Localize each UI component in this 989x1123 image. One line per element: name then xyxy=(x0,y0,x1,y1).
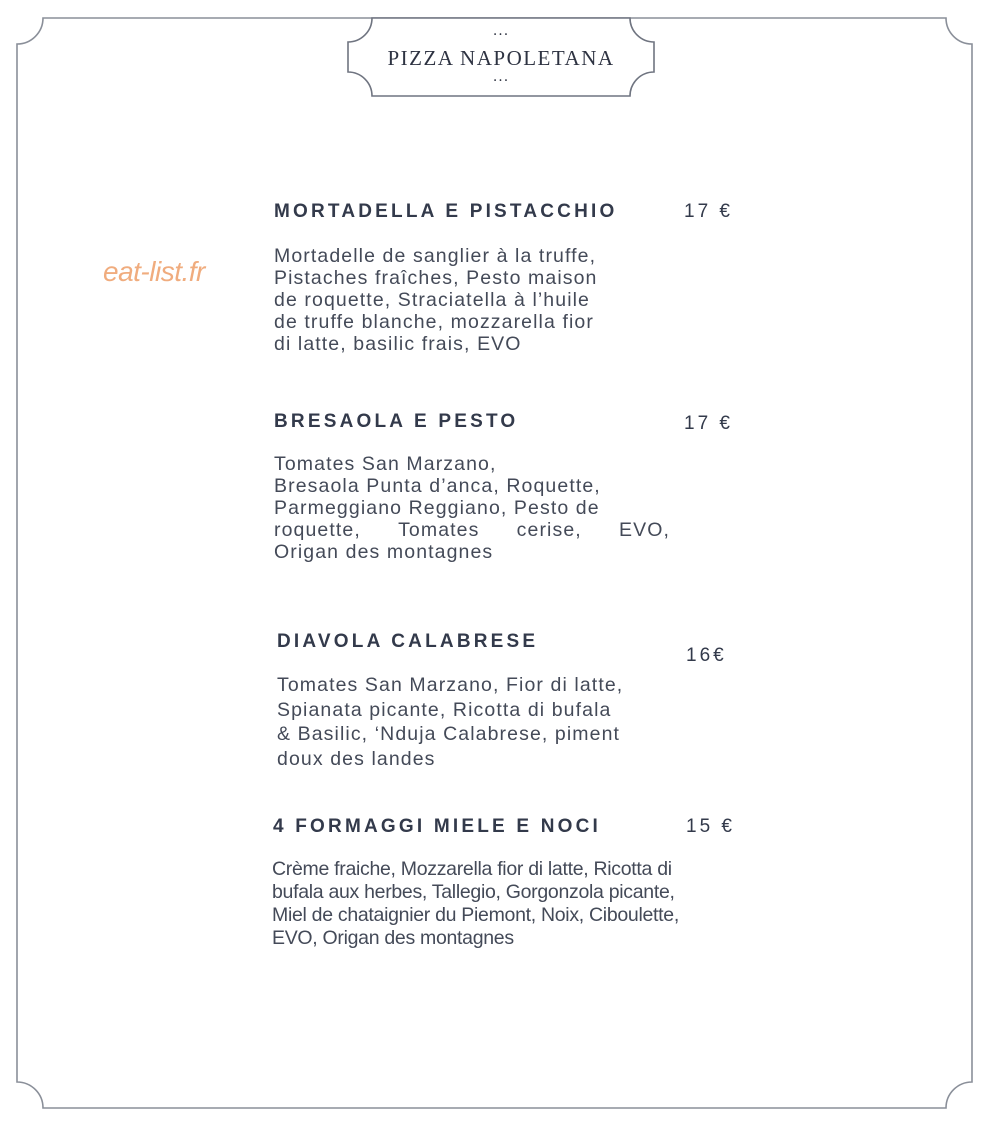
header-ornament-bottom: ... xyxy=(492,69,510,85)
menu-item-price: 15 € xyxy=(686,816,735,837)
description-line: Mortadelle de sanglier à la truffe, xyxy=(274,245,597,267)
description-line: Origan des montagnes xyxy=(274,541,494,563)
description-word: Tomates xyxy=(398,519,480,541)
menu-item-name: DIAVOLA CALABRESE xyxy=(277,631,539,652)
watermark-text: eat-list.fr xyxy=(103,256,205,287)
menu-item-name: MORTADELLA E PISTACCHIO xyxy=(274,201,618,222)
description-line: de truffe blanche, mozzarella fior xyxy=(274,311,594,333)
description-line-justified xyxy=(274,519,670,541)
description-line: Spianata picante, Ricotta di bufala xyxy=(277,698,612,721)
menu-item-description xyxy=(274,245,598,355)
header-ornament-top: ... xyxy=(492,23,510,39)
menu-item-description xyxy=(277,673,623,771)
menu-item-description xyxy=(274,453,670,563)
description-word: cerise, xyxy=(516,519,582,541)
description-line: Bresaola Punta d’anca, Roquette, xyxy=(274,475,601,497)
description-line: bufala aux herbes, Tallegio, Gorgonzola picante, xyxy=(272,881,675,903)
menu-header xyxy=(346,18,656,96)
description-line: doux des landes xyxy=(277,747,436,770)
description-line: Tomates San Marzano, Fior di latte, xyxy=(277,674,624,696)
description-line: EVO, Origan des montagnes xyxy=(272,927,514,949)
description-line: Pistaches fraîches, Pesto maison xyxy=(274,267,598,289)
description-line: di latte, basilic frais, EVO xyxy=(274,333,522,355)
menu-item-price: 17 € xyxy=(684,201,733,222)
menu-item-name: 4 FORMAGGI MIELE E NOCI xyxy=(273,816,602,837)
description-line: & Basilic, ‘Nduja Calabrese, piment xyxy=(277,723,621,745)
description-line: de roquette, Straciatella à l’huile xyxy=(274,289,591,311)
page-title: PIZZA NAPOLETANA xyxy=(387,46,615,70)
description-line: Parmeggiano Reggiano, Pesto de xyxy=(274,497,600,519)
menu-item-price: 17 € xyxy=(684,413,733,434)
description-word: EVO, xyxy=(618,519,670,541)
menu-item-description xyxy=(272,858,679,950)
description-line: Miel de chataignier du Piemont, Noix, Ciboulette, xyxy=(272,904,679,926)
description-line: Crème fraiche, Mozzarella fior di latte, Ricotta di xyxy=(272,858,672,880)
description-word: roquette, xyxy=(274,519,361,541)
menu-item-price: 16€ xyxy=(686,645,727,666)
description-line: Tomates San Marzano, xyxy=(274,453,497,475)
menu-item-name: BRESAOLA E PESTO xyxy=(274,411,519,432)
